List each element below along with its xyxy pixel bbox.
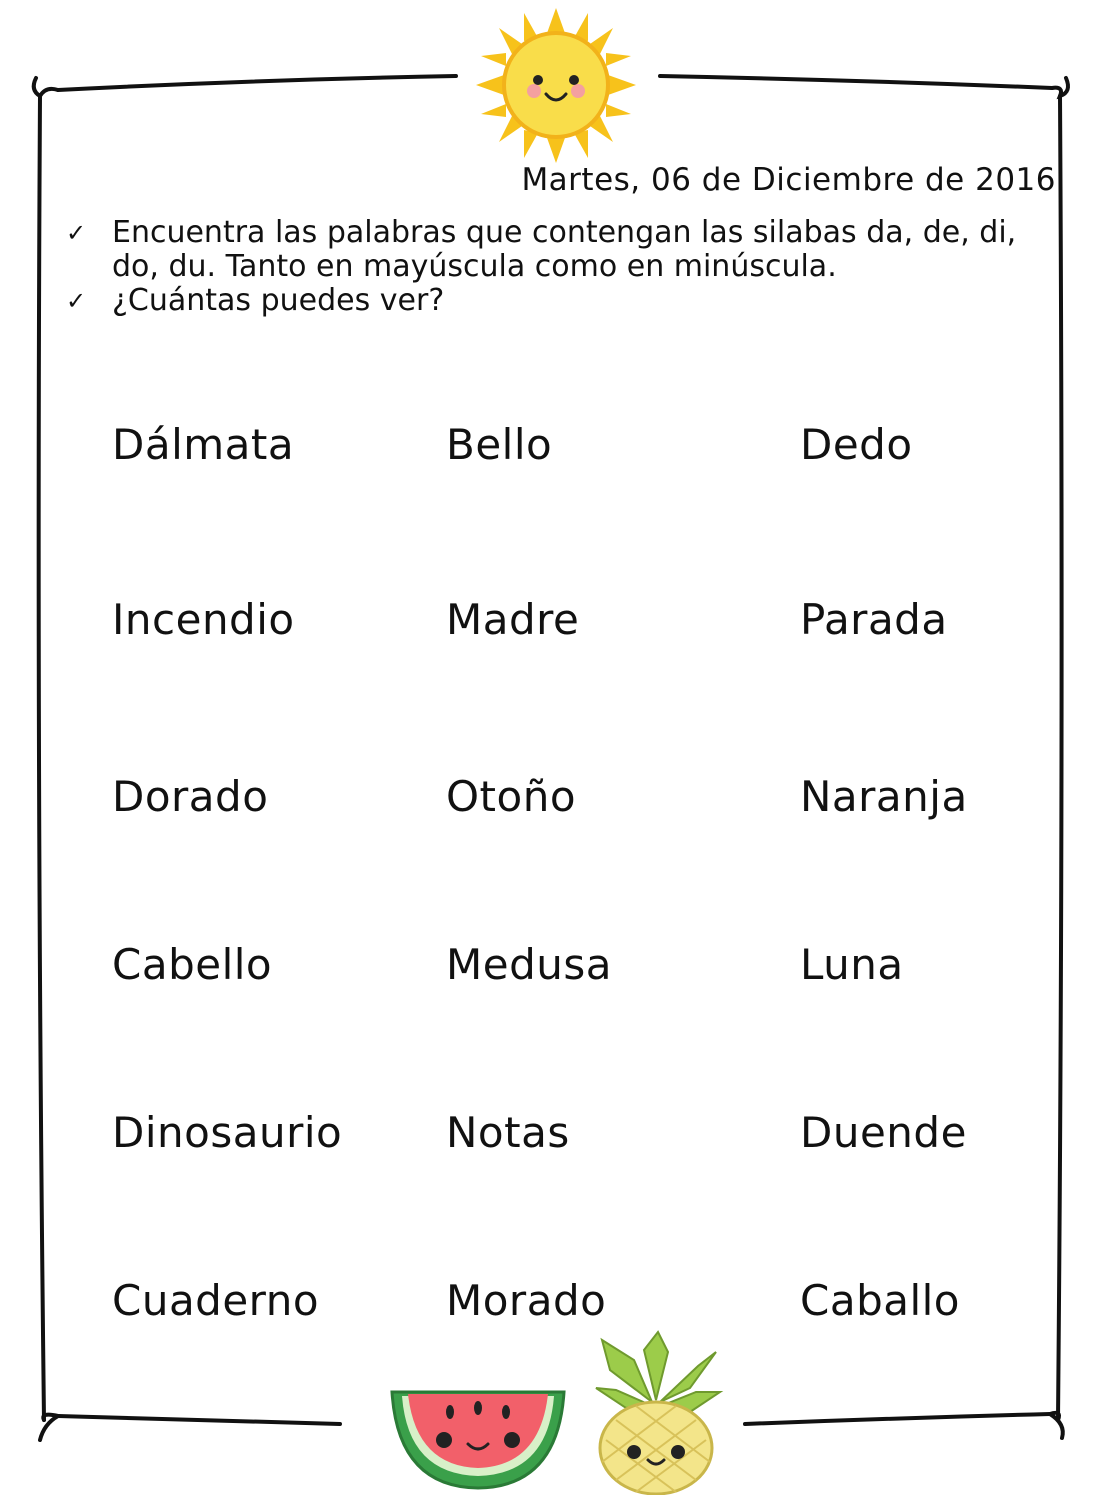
word: Otoño xyxy=(446,772,577,821)
word: Caballo xyxy=(800,1276,960,1325)
word: Cuaderno xyxy=(112,1276,320,1325)
pineapple-icon xyxy=(586,1330,726,1495)
sun-icon xyxy=(476,8,636,163)
instruction-text: ¿Cuántas puedes ver? xyxy=(112,283,445,318)
word: Madre xyxy=(446,595,580,644)
instruction-item xyxy=(60,284,1040,318)
word: Dálmata xyxy=(112,420,295,469)
check-icon: ✓ xyxy=(66,219,87,247)
word: Bello xyxy=(446,420,553,469)
instruction-text: Encuentra las palabras que contengan las silabas da, de, di, do, du. Tanto en mayúscula como en minúscula. xyxy=(112,215,1017,284)
word: Luna xyxy=(800,940,904,989)
word: Incendio xyxy=(112,595,295,644)
date: Martes, 06 de Diciembre de 2016 xyxy=(521,162,1056,198)
word: Morado xyxy=(446,1276,607,1325)
word: Parada xyxy=(800,595,948,644)
instruction-item xyxy=(60,216,1040,284)
watermelon-icon xyxy=(388,1382,568,1492)
word: Cabello xyxy=(112,940,273,989)
word: Dedo xyxy=(800,420,913,469)
word: Duende xyxy=(800,1108,967,1157)
word: Dorado xyxy=(112,772,269,821)
instructions-list xyxy=(60,216,1040,318)
word: Notas xyxy=(446,1108,570,1157)
word: Medusa xyxy=(446,940,612,989)
word: Naranja xyxy=(800,772,968,821)
check-icon: ✓ xyxy=(66,287,87,315)
word: Dinosaurio xyxy=(112,1108,343,1157)
